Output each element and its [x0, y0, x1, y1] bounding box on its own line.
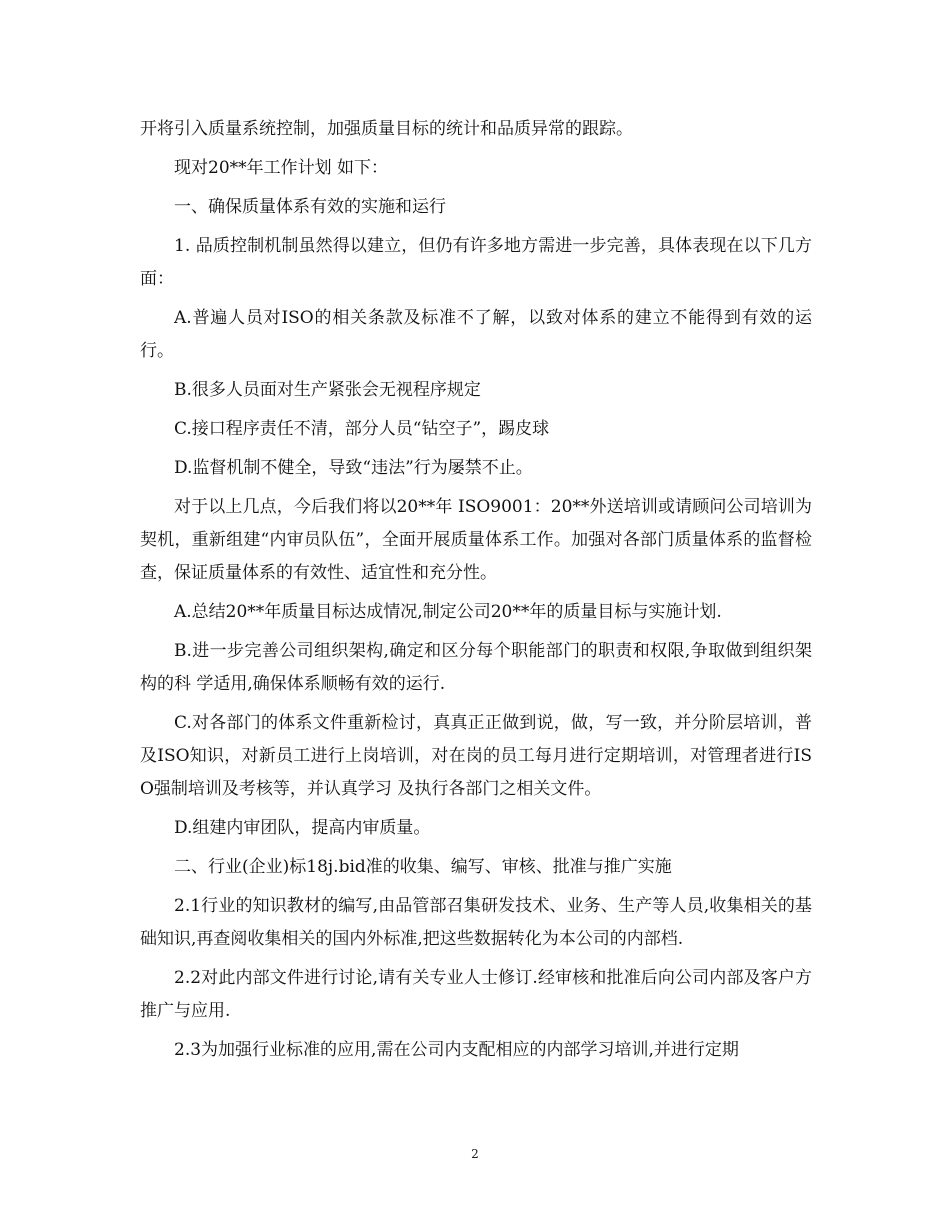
paragraph: 2.3为加强行业标准的应用,需在公司内支配相应的内部学习培训,并进行定期	[174, 1040, 739, 1060]
paragraph: D.组建内审团队，提高内审质量。	[174, 818, 431, 838]
paragraph: 1. 品质控制机制虽然得以建立，但仍有许多地方需进一步完善，具体表现在以下几方面：	[140, 236, 812, 289]
paragraph: 对于以上几点，今后我们将以20**年 ISO9001：20**外送培训或请顾问公司培训为契机，重新组建“内审员队伍”，全面开展质量体系工作。加强对各部门质量体系的监督检查，保证质量体系的有效性、适宜性和充分性。	[140, 497, 812, 583]
paragraph: B.进一步完善公司组织架构,确定和区分每个职能部门的职责和权限,争取做到组织架构的科 学适用,确保体系顺畅有效的运行.	[140, 641, 812, 694]
paragraph: C.接口程序责任不清，部分人员“钻空子”，踢皮球	[174, 419, 550, 439]
paragraph: 一、确保质量体系有效的实施和运行	[174, 197, 446, 217]
paragraph: 开将引入质量系统控制，加强质量目标的统计和品质异常的跟踪。	[140, 119, 633, 139]
paragraph: 2.2对此内部文件进行讨论,请有关专业人士修订.经审核和批准后向公司内部及客户方推广与应用.	[140, 968, 812, 1021]
page-number: 2	[471, 1147, 479, 1161]
paragraph: 二、行业(企业)标18j.bid准的收集、编写、审核、批准与推广实施	[174, 857, 672, 877]
document-body	[140, 113, 812, 1073]
paragraph: C.对各部门的体系文件重新检讨，真真正正做到说，做，写一致，并分阶层培训，普及ISO知识，对新员工进行上岗培训，对在岗的员工每月进行定期培训，对管理者进行ISO强制培训及考核等，并认真学习 及执行各部门之相关文件。	[140, 713, 812, 799]
paragraph: A.普遍人员对ISO的相关条款及标准不了解，以致对体系的建立不能得到有效的运行。	[140, 308, 812, 361]
paragraph: 2.1行业的知识教材的编写,由品管部召集研发技术、业务、生产等人员,收集相关的基础知识,再查阅收集相关的国内外标准,把这些数据转化为本公司的内部档.	[140, 896, 812, 949]
paragraph: 现对20**年工作计划 如下：	[174, 158, 389, 178]
paragraph: B.很多人员面对生产紧张会无视程序规定	[174, 380, 481, 400]
paragraph: D.监督机制不健全，导致“违法”行为屡禁不止。	[174, 458, 533, 478]
paragraph: A.总结20**年质量目标达成情况,制定公司20**年的质量目标与实施计划.	[174, 602, 722, 622]
